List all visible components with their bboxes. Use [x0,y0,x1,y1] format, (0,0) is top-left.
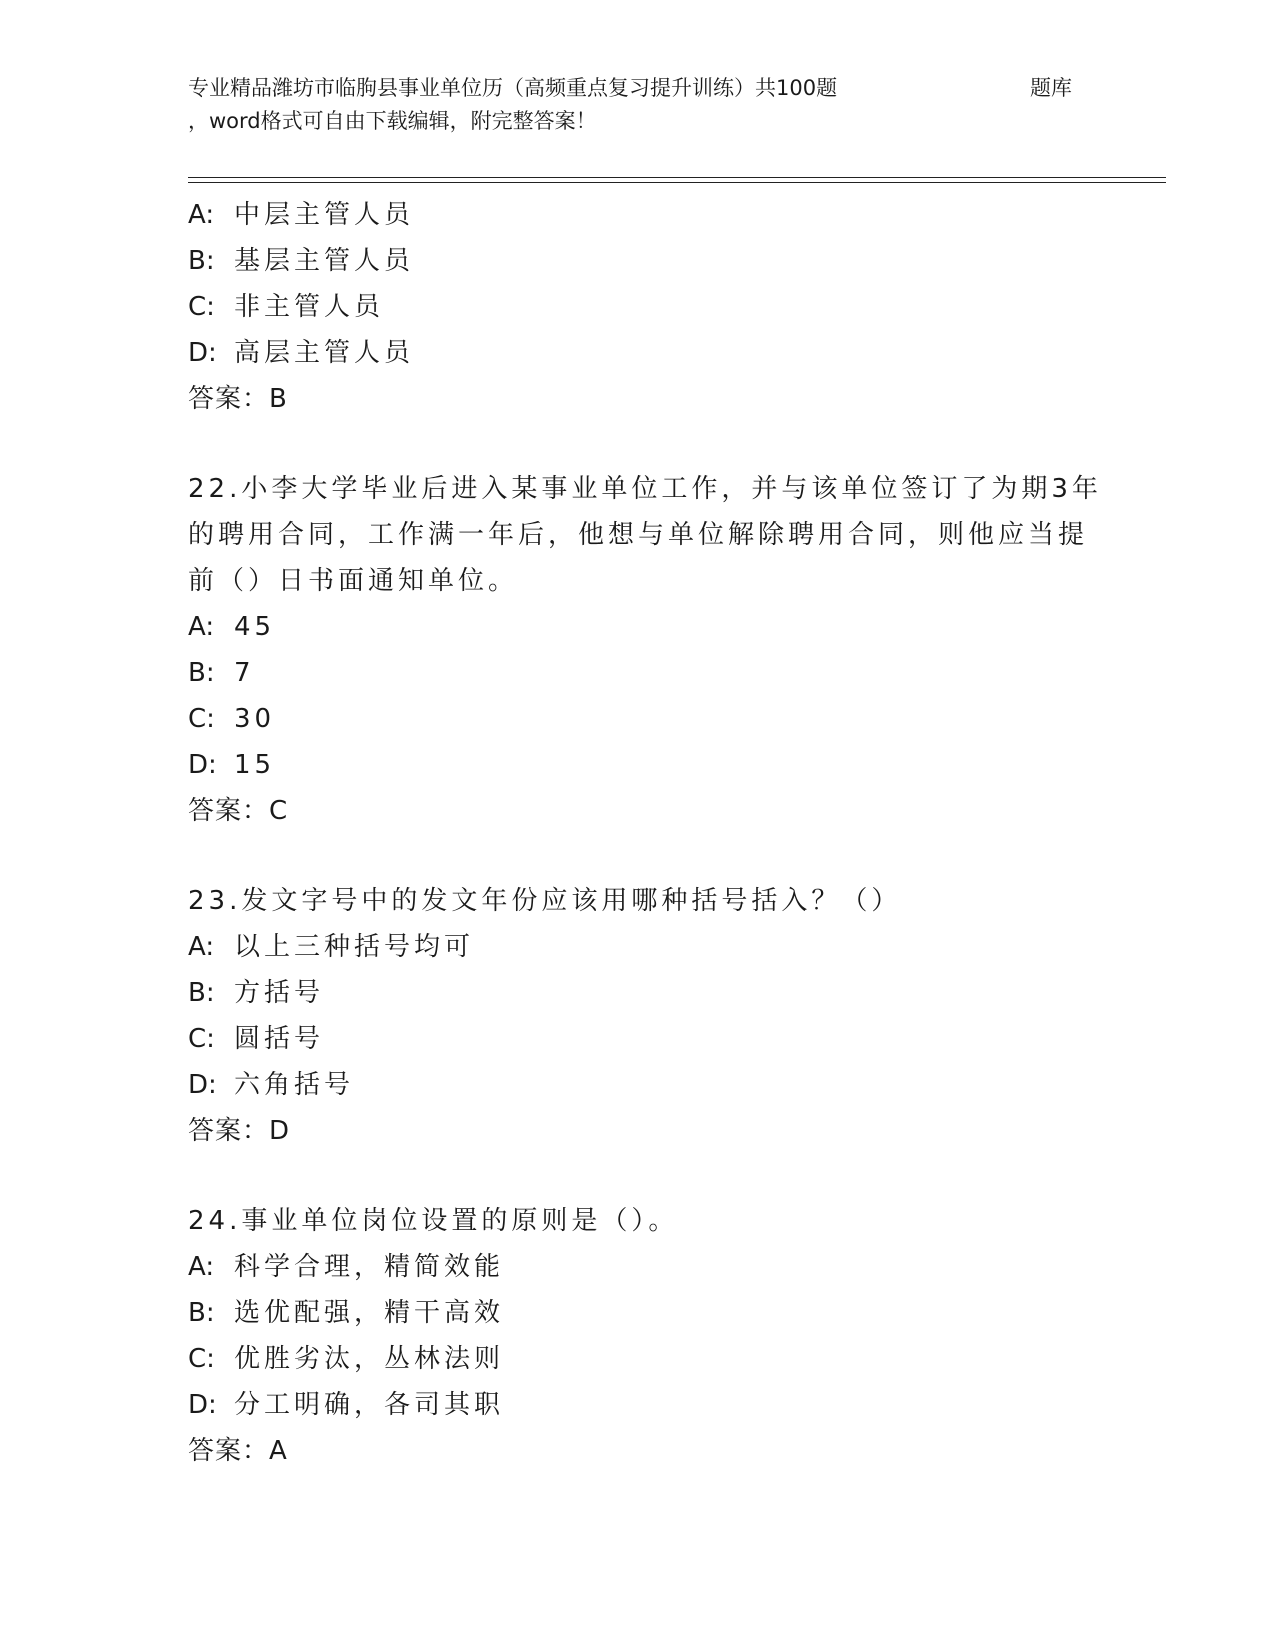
option-a: A: 以上三种括号均可 [188,932,475,962]
question-text: 24.事业单位岗位设置的原则是（）。 [188,1206,679,1236]
option-d: D: 六角括号 [188,1070,355,1100]
option-a: A: 45 [188,612,276,642]
question-24 [188,1198,1088,1474]
document-subtitle: ，word格式可自由下载编辑，附完整答案！ [188,109,597,133]
option-b: B: 基层主管人员 [188,246,415,276]
option-c: C: 非主管人员 [188,292,385,322]
option-d: D: 分工明确，各司其职 [188,1390,505,1420]
option-b: B: 7 [188,658,255,688]
option-a: A: 中层主管人员 [188,200,415,230]
header-tag: 题库 [1030,76,1072,100]
page-header [188,72,1168,138]
question-text: 前（）日书面通知单位。 [188,566,519,596]
question-23 [188,878,1088,1154]
header-divider [188,177,1166,178]
question-text: 的聘用合同，工作满一年后，他想与单位解除聘用合同，则他应当提 [188,520,1089,550]
answer: 答案：D [188,1116,291,1146]
answer: 答案：B [188,384,288,414]
header-divider [188,182,1166,183]
option-c: C: 30 [188,704,276,734]
answer: 答案：A [188,1436,288,1466]
question-21-tail [188,192,1088,422]
document-title: 专业精品潍坊市临朐县事业单位历（高频重点复习提升训练）共100题 [188,76,838,100]
answer: 答案：C [188,796,289,826]
option-a: A: 科学合理，精简效能 [188,1252,505,1282]
option-c: C: 圆括号 [188,1024,325,1054]
question-list [188,192,1102,1474]
option-b: B: 方括号 [188,978,325,1008]
option-d: D: 高层主管人员 [188,338,415,368]
option-c: C: 优胜劣汰，丛林法则 [188,1344,505,1374]
option-b: B: 选优配强，精干高效 [188,1298,505,1328]
question-text: 22.小李大学毕业后进入某事业单位工作，并与该单位签订了为期3年 [188,474,1102,504]
question-text: 23.发文字号中的发文年份应该用哪种括号括入？（） [188,886,902,916]
option-d: D: 15 [188,750,276,780]
question-22 [188,466,1102,834]
